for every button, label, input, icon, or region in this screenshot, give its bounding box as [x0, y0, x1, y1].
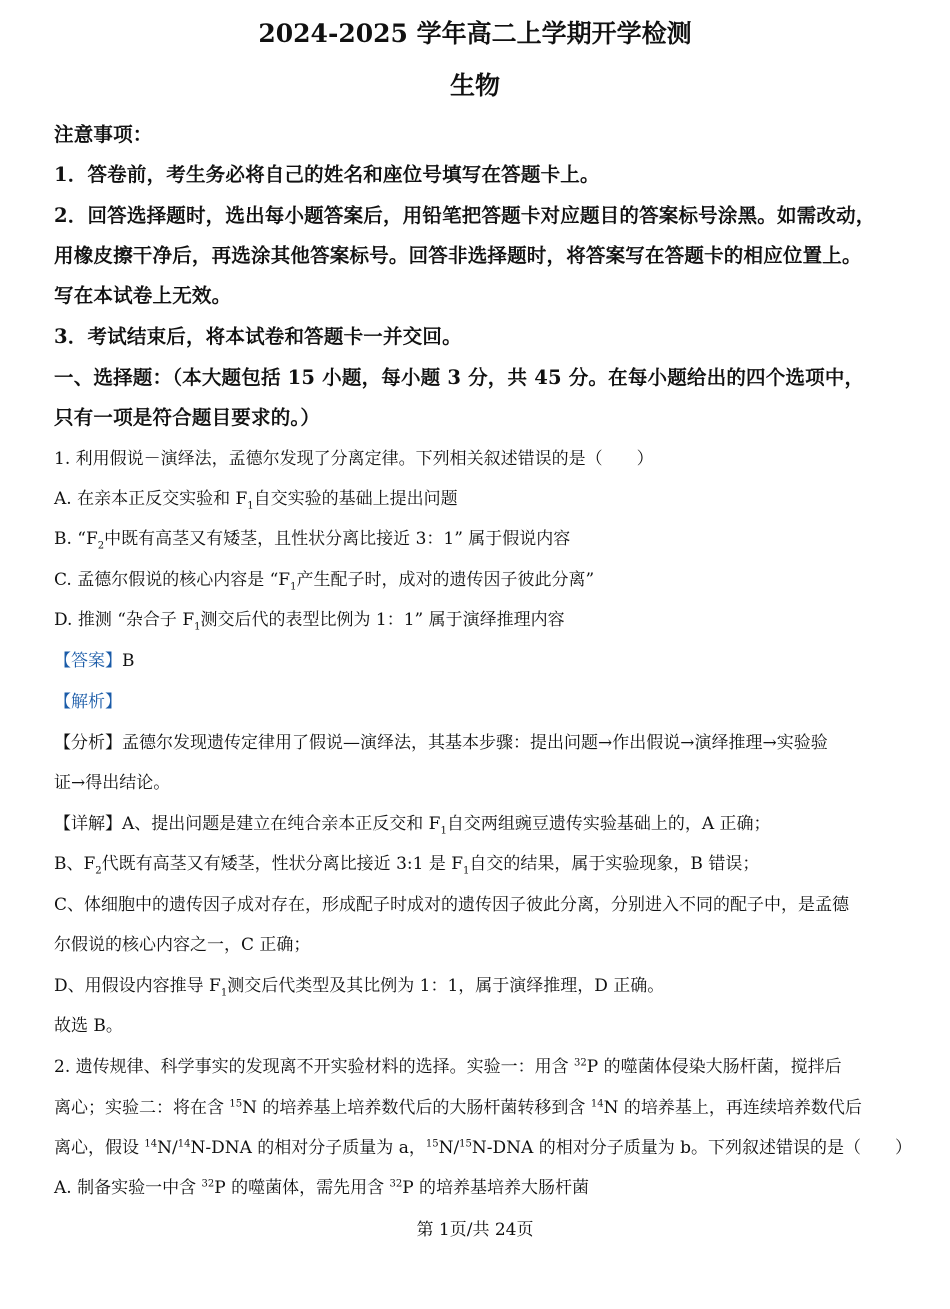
q2-stem-line-1 [54, 1053, 914, 1081]
detail-a-text-end: 自交两组豌豆遗传实验基础上的，A 正确； [446, 814, 771, 834]
q2-option-a [54, 1174, 914, 1202]
notice-item-3: 3．考试结束后，将本试卷和答题卡一并交回。 [54, 325, 462, 348]
q2-l2-text: 离心；实验二：将在含 [54, 1098, 230, 1118]
q2-stem-line-2 [54, 1094, 914, 1122]
section-heading-line-2: 只有一项是符合题目要求的。） [54, 406, 321, 429]
q1-option-c [54, 566, 914, 594]
exam-title: 2024-2025 学年高二上学期开学检测 [258, 19, 692, 48]
superscript: 32 [389, 1178, 403, 1190]
q1-detail-d [54, 972, 914, 1000]
fenxi-text: 孟德尔发现遗传定律用了假说—演绎法，其基本步骤：提出问题→作出假说→演绎推理→实验验 [122, 733, 828, 753]
page-footer: 第 1页/共 24页 [416, 1220, 534, 1240]
q1-stem: 1. 利用假说－演绎法，孟德尔发现了分离定律。下列相关叙述错误的是（ ） [54, 449, 654, 469]
q1-detail-c-line-2: 尔假说的核心内容之一，C 正确； [54, 935, 311, 955]
q1-detail-c-line-1: C、体细胞中的遗传因子成对存在，形成配子时成对的遗传因子彼此分离，分别进入不同的配子中，是孟德 [54, 895, 850, 915]
q1-option-b [54, 525, 914, 553]
answer-value: B [122, 651, 135, 671]
q1-option-d [54, 606, 914, 634]
detail-d-text-end: 测交后代类型及其比例为 1：1，属于演绎推理，D 正确。 [227, 976, 665, 996]
detail-b-text: B、F [54, 854, 96, 874]
subscript: 1 [247, 500, 254, 512]
q1-fenxi-line-2: 证→得出结论。 [54, 773, 171, 793]
section-heading-line-1: 一、选择题：（本大题包括 15 小题，每小题 3 分，共 45 分。在每小题给出的四个选项中， [54, 366, 865, 389]
detail-a-text: A、提出问题是建立在纯合亲本正反交和 F [122, 814, 441, 834]
q1-conclusion: 故选 B。 [54, 1016, 123, 1036]
q2-l2-text-mid: N 的培养基上培养数代后的大肠杆菌转移到含 [242, 1098, 591, 1118]
q1-option-c-text: C. 孟德尔假说的核心内容是 “F [54, 570, 291, 590]
q1-option-b-text-end: 中既有高茎又有矮茎，且性状分离比接近 3：1” 属于假说内容 [104, 529, 571, 549]
q2-stem-line-3 [54, 1134, 914, 1162]
notice-item-2-line-1: 2．回答选择题时，选出每小题答案后，用铅笔把答题卡对应题目的答案标号涂黑。如需改动， [54, 204, 876, 227]
fenxi-tag: 【分析】 [54, 733, 122, 753]
subscript: 1 [194, 621, 201, 633]
detail-b-text-end: 自交的结果，属于实验现象，B 错误； [469, 854, 760, 874]
superscript: 14 [590, 1098, 604, 1110]
notice-item-1: 1．答卷前，考生务必将自己的姓名和座位号填写在答题卡上。 [54, 163, 600, 186]
analysis-tag: 【解析】 [54, 692, 122, 712]
q2-option-a-text-end: P 的培养基培养大肠杆菌 [402, 1178, 590, 1198]
q1-detail-b [54, 850, 914, 878]
notice-item-2-line-2: 用橡皮擦干净后，再选涂其他答案标号。回答非选择题时，将答案写在答题卡的相应位置上。 [54, 244, 862, 267]
subscript: 1 [463, 865, 470, 877]
q1-option-a-text: A. 在亲本正反交实验和 F [54, 489, 248, 509]
notice-item-2-line-3: 写在本试卷上无效。 [54, 284, 232, 307]
q1-option-c-text-end: 产生配子时，成对的遗传因子彼此分离” [296, 570, 595, 590]
subscript: 1 [220, 987, 228, 999]
q1-detail-a [54, 810, 914, 838]
q2-l1-text: 2. 遗传规律、科学事实的发现离不开实验材料的选择。实验一：用含 [54, 1057, 575, 1077]
q1-option-d-text: D. 推测 “杂合子 F [54, 610, 195, 630]
q1-option-b-text: B. “F [54, 529, 98, 549]
q2-option-a-text: A. 制备实验一中含 [54, 1178, 202, 1198]
q1-option-a [54, 485, 914, 513]
q2-l2-text-end: N 的培养基上，再连续培养数代后 [603, 1098, 862, 1118]
superscript: 15 [459, 1138, 472, 1150]
q2-l3-m1: N/ [157, 1138, 178, 1158]
subscript: 1 [290, 581, 297, 593]
superscript: 15 [425, 1138, 439, 1150]
superscript: 14 [144, 1138, 158, 1150]
q2-l3-text-end: N-DNA 的相对分子质量为 b。下列叙述错误的是（ ） [471, 1138, 912, 1158]
notice-heading: 注意事项： [54, 123, 153, 146]
xiangjie-tag: 【详解】 [54, 814, 122, 834]
subscript: 1 [440, 825, 447, 837]
superscript: 14 [177, 1138, 191, 1150]
superscript: 15 [229, 1098, 243, 1110]
q1-option-d-text-end: 测交后代的表型比例为 1：1” 属于演绎推理内容 [200, 610, 565, 630]
q2-l3-m2: N-DNA 的相对分子质量为 a， [190, 1138, 426, 1158]
q2-option-a-mid: P 的噬菌体，需先用含 [214, 1178, 390, 1198]
answer-tag: 【答案】 [54, 651, 122, 671]
detail-d-text: D、用假设内容推导 F [54, 976, 221, 996]
superscript: 32 [574, 1057, 587, 1069]
q1-answer [54, 647, 914, 675]
q1-fenxi-line-1 [54, 729, 914, 757]
subscript: 2 [95, 865, 102, 877]
q1-option-a-text-end: 自交实验的基础上提出问题 [253, 489, 458, 509]
subscript: 2 [97, 540, 105, 552]
q2-l3-m3: N/ [438, 1138, 460, 1158]
q2-l1-text-end: P 的噬菌体侵染大肠杆菌，搅拌后 [586, 1057, 842, 1077]
exam-subject: 生物 [449, 71, 500, 100]
superscript: 32 [201, 1178, 215, 1190]
q2-l3-text: 离心，假设 [54, 1138, 145, 1158]
detail-b-text-mid: 代既有高茎又有矮茎，性状分离比接近 3:1 是 F [101, 854, 464, 874]
